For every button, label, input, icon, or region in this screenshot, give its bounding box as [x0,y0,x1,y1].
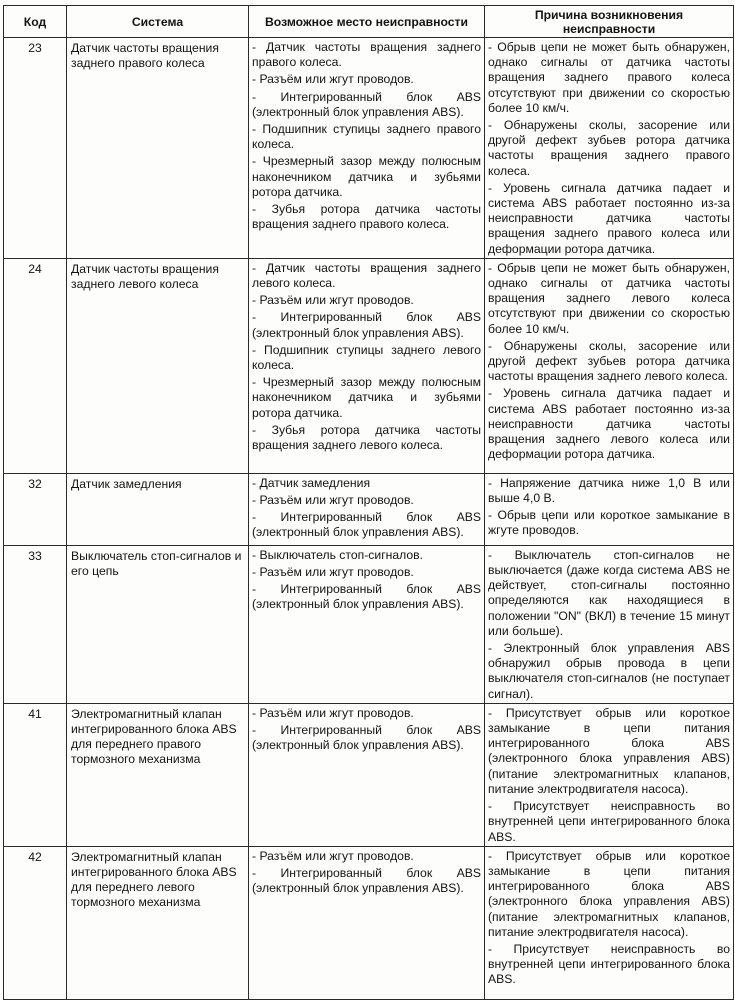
fault-location-item: - Интегрированный блок ABS (электронный блок управления ABS). [252,582,481,612]
fault-location-item: - Подшипник ступицы заднего правого колеса. [252,122,481,152]
fault-location-item: - Зубья ротора датчика частоты вращения заднего левого колеса. [252,422,481,453]
fault-cause-cell [485,473,734,545]
fault-cause-cell [485,703,734,846]
fault-location-item: - Датчик частоты вращения заднего левого колеса. [252,260,481,291]
table-row [4,703,734,846]
fault-cause-item: - Присутствует обрыв или короткое замыкание в цепи питания интегрированного блока ABS (электронного блока управления ABS) (питание электромагнитных клапанов, питание электродвигателя насоса). [488,848,730,939]
header-code: Код [4,6,67,38]
fault-location-cell [249,846,485,999]
table-row [4,473,734,545]
fault-location-item: - Интегрированный блок ABS (электронный блок управления ABS). [252,865,481,896]
table-body [4,38,734,1000]
fault-location-item: - Чрезмерный зазор между полюсным наконечником датчика и зубьями ротора датчика. [252,154,481,199]
system-name: Выключатель стоп-сигналов и его цепь [67,545,249,703]
fault-cause-item: - Обнаружены сколы, засорение или другой дефект зубьев ротора датчика частоты вращения заднего правого колеса. [488,118,730,178]
fault-cause-item: - Выключатель стоп-сигналов не выключается (даже когда система ABS не действует, стоп-сигналы постоянно определяются как находящиеся в положении "ON" (ВКЛ) в течение 15 минут или больше). [488,547,730,638]
fault-location-item: - Разъём или жгут проводов. [252,565,414,580]
fault-location-item: - Интегрированный блок ABS (электронный блок управления ABS). [252,723,481,753]
fault-location-item: - Выключатель стоп-сигналов. [252,547,424,562]
table-row [4,258,734,473]
fault-location-cell [249,38,485,259]
fault-cause-item: - Обрыв цепи или короткое замыкание в жгуте проводов. [488,508,730,538]
fault-cause-item: - Уровень сигнала датчика падает и система ABS работает постоянно из-за неисправности датчика частоты вращения заднего правого колеса или деформации ротора датчика. [488,180,730,256]
table-header-row [4,6,734,38]
fault-location-item: - Разъём или жгут проводов. [252,493,414,508]
fault-cause-item: - Присутствует обрыв или короткое замыкание в цепи питания интегрированного блока ABS (электронного блока управления ABS) (питание электромагнитных клапанов, питание электродвигателя насоса). [488,705,730,796]
fault-cause-item: - Электронный блок управления ABS обнаружил обрыв провода в цепи выключателя стоп-сигналов (не поступает сигнал). [488,641,730,701]
table-row [4,846,734,999]
dtc-table [3,5,734,1000]
table-row [4,545,734,703]
system-name: Электромагнитный клапан интегрированного блока ABS для переднего правого тормозного механизма [67,703,249,846]
header-cause: Причина возникновения неисправности [485,6,734,38]
fault-location-item: - Интегрированный блок ABS (электронный блок управления ABS). [252,89,481,119]
fault-cause-item: - Напряжение датчика ниже 1,0 В или выше 4,0 В. [488,475,730,506]
fault-location-item: - Разъём или жгут проводов. [252,848,414,863]
fault-location-item: - Подшипник ступицы заднего левого колеса. [252,342,481,373]
dtc-code: 23 [4,38,67,259]
dtc-code: 42 [4,846,67,999]
dtc-code: 41 [4,703,67,846]
fault-cause-item: - Обрыв цепи не может быть обнаружен, однако сигналы от датчика частоты вращения заднего правого колеса отсутствуют при движении со скоростью более 10 км/ч. [488,40,730,115]
header-system: Система [67,6,249,38]
fault-location-item: - Разъём или жгут проводов. [252,72,414,87]
fault-location-cell [249,703,485,846]
fault-location-item: - Разъём или жгут проводов. [252,293,414,308]
dtc-code: 24 [4,258,67,473]
fault-cause-item: - Присутствует неисправность во внутренней цепи интегрированного блока ABS. [488,941,730,987]
fault-location-item: - Интегрированный блок ABS (электронный блок управления ABS). [252,510,481,540]
fault-location-item: - Датчик замедления [252,475,371,490]
system-name: Датчик частоты вращения заднего левого колеса [67,258,249,473]
header-place: Возможное место неисправности [249,6,485,38]
fault-location-item: - Интегрированный блок ABS (электронный блок управления ABS). [252,310,481,340]
system-name: Электромагнитный клапан интегрированного блока ABS для переднего левого тормозного механизма [67,846,249,999]
fault-location-cell [249,258,485,473]
fault-location-cell [249,545,485,703]
system-name: Датчик замедления [67,473,249,545]
fault-location-cell [249,473,485,545]
fault-cause-item: - Обрыв цепи не может быть обнаружен, однако сигналы от датчика частоты вращения заднего левого колеса отсутствуют при движении со скоростью более 10 км/ч. [488,260,730,336]
fault-cause-cell [485,545,734,703]
fault-location-item: - Чрезмерный зазор между полюсным наконечником датчика и зубьями ротора датчика. [252,375,481,420]
fault-cause-item: - Обнаружены сколы, засорение или другой дефект зубьев ротора датчика частоты вращения заднего левого колеса. [488,338,730,384]
fault-cause-cell [485,846,734,999]
fault-cause-item: - Присутствует неисправность во внутренней цепи интегрированного блока ABS. [488,799,730,844]
dtc-code: 33 [4,545,67,703]
fault-location-item: - Зубья ротора датчика частоты вращения заднего правого колеса. [252,202,481,232]
table-row [4,38,734,259]
dtc-code: 32 [4,473,67,545]
fault-cause-cell [485,38,734,259]
fault-cause-item: - Уровень сигнала датчика падает и система ABS работает постоянно из-за неисправности датчика частоты вращения заднего левого колеса или деформации ротора датчика. [488,386,730,462]
fault-location-item: - Датчик частоты вращения заднего правого колеса. [252,40,481,70]
fault-cause-cell [485,258,734,473]
fault-location-item: - Разъём или жгут проводов. [252,705,414,720]
system-name: Датчик частоты вращения заднего правого колеса [67,38,249,259]
